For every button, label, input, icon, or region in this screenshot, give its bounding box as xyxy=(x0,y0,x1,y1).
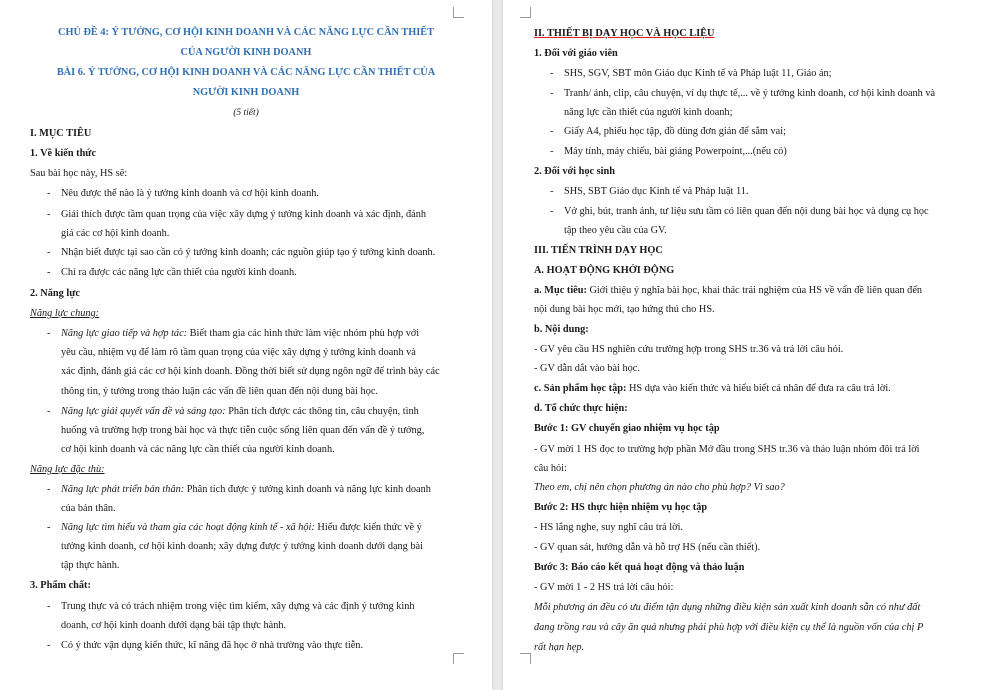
duration: (5 tiết) xyxy=(233,108,259,118)
list-item: Giấy A4, phiếu học tập, đồ dùng đơn giản để sắm vai; xyxy=(564,126,786,137)
competence-text: Hiểu được kiến thức về ý xyxy=(314,522,422,533)
chapter-title-line-1: CHỦ ĐỀ 4: Ý TƯỞNG, CƠ HỘI KINH DOANH VÀ CÁC NĂNG LỰC CẦN THIẾT xyxy=(58,27,434,38)
bullet-dash: - xyxy=(550,206,554,217)
step-heading: Bước 1: GV chuyển giao nhiệm vụ học tập xyxy=(534,423,720,434)
answer-text: Mỗi phương án đều có ưu điểm tận dụng những điều kiện sản xuất kinh doanh sẵn có như đất xyxy=(534,602,921,613)
competence-text: Biết tham gia các hình thức làm việc nhóm phù hợp với xyxy=(187,328,420,339)
crop-mark xyxy=(520,653,531,664)
list-item: Nhận biết được tại sao cần có ý tưởng kinh doanh; các nguồn giúp tạo ý tưởng kinh doanh. xyxy=(61,247,436,258)
list-item-continued: yêu cầu, nhiệm vụ để làm rõ tầm quan trọng của việc xây dựng ý tưởng kinh doanh và xyxy=(61,347,416,358)
list-item xyxy=(61,483,431,497)
list-item xyxy=(61,327,419,341)
bullet-dash: - xyxy=(550,126,554,137)
list-item-continued: năng lực cần thiết của người kinh doanh; xyxy=(564,107,733,118)
list-item: Có ý thức vận dụng kiến thức, kĩ năng đã học ở nhà trường vào thực tiễn. xyxy=(61,640,364,651)
subsection-heading: 2. Năng lực xyxy=(30,288,80,299)
paragraph-label: c. Sản phẩm học tập: xyxy=(534,383,627,394)
paragraph: - GV yêu cầu HS nghiên cứu trường hợp trong SHS tr.36 và trả lời câu hỏi. xyxy=(534,344,844,355)
paragraph-continued: câu hỏi: xyxy=(534,463,567,474)
answer-text: rất hạn hẹp. xyxy=(534,642,585,653)
list-item-continued: cơ hội kinh doanh và các năng lực cần thiết của người kinh doanh. xyxy=(61,444,335,455)
bullet-dash: - xyxy=(550,88,554,99)
section-heading: I. MỤC TIÊU xyxy=(30,128,92,139)
competence-label: Năng lực giải quyết vấn đề và sáng tạo: xyxy=(61,406,226,417)
crop-mark xyxy=(453,7,464,18)
bullet-dash: - xyxy=(47,188,51,199)
paragraph-label: a. Mục tiêu: xyxy=(534,285,587,296)
list-item: Chỉ ra được các năng lực cần thiết của người kinh doanh. xyxy=(61,267,297,278)
section-heading: III. TIẾN TRÌNH DẠY HỌC xyxy=(534,245,663,256)
list-item-continued: doanh, cơ hội kinh doanh dưới dạng bài tập thực hành. xyxy=(61,620,287,631)
lesson-title-line-1: BÀI 6. Ý TƯỞNG, CƠ HỘI KINH DOANH VÀ CÁC NĂNG LỰC CẦN THIẾT CỦA xyxy=(56,67,436,78)
paragraph-label: b. Nội dung: xyxy=(534,324,589,335)
bullet-dash: - xyxy=(550,146,554,157)
paragraph: Sau bài học này, HS sẽ: xyxy=(30,168,128,179)
step-heading: Bước 2: HS thực hiện nhiệm vụ học tập xyxy=(534,502,708,513)
paragraph: - GV mời 1 - 2 HS trả lời câu hỏi: xyxy=(534,582,674,593)
bullet-dash: - xyxy=(47,522,51,533)
list-item: SHS, SGV, SBT môn Giáo dục Kinh tế và Pháp luật 11, Giáo án; xyxy=(564,68,832,79)
paragraph xyxy=(534,382,891,396)
list-item xyxy=(61,521,422,535)
right-page xyxy=(503,0,995,690)
activity-heading: A. HOẠT ĐỘNG KHỞI ĐỘNG xyxy=(534,265,675,276)
list-item: Trung thực và có trách nhiệm trong việc tìm kiếm, xây dựng và các định ý tưởng kinh xyxy=(61,601,415,612)
competence-text: Phân tích được ý tưởng kinh doanh và năng lực kinh doanh xyxy=(184,484,431,495)
answer-text: đang trồng rau và cây ăn quả nhưng phải phù hợp với điều kiện cụ thể là nguồn vốn của chị P xyxy=(534,622,924,633)
bullet-dash: - xyxy=(47,406,51,417)
bullet-dash: - xyxy=(47,484,51,495)
list-item: Nêu được thế nào là ý tưởng kinh doanh và cơ hội kinh doanh. xyxy=(61,188,319,199)
list-item-continued: của bản thân. xyxy=(61,503,116,514)
list-item xyxy=(61,405,419,419)
list-item-continued: xác định, đánh giá các cơ hội kinh doanh. Đồng thời biết sử dụng ngôn ngữ để trình bày các xyxy=(61,366,440,377)
paragraph-continued: nội dung bài học mới, tạo hứng thú cho HS. xyxy=(534,304,715,315)
section-heading-text: II. THIẾT BỊ DẠY HỌC VÀ HỌC LIỆU xyxy=(534,28,715,39)
paragraph: - GV quan sát, hướng dẫn và hỗ trợ HS (nếu cần thiết). xyxy=(534,542,761,553)
list-item-continued: thông tin, ý tưởng trong thảo luận các vấn đề liên quan đến nội dung bài học. xyxy=(61,386,379,397)
crop-mark xyxy=(520,7,531,18)
paragraph: - GV dẫn dắt vào bài học. xyxy=(534,363,640,374)
list-item: Máy tính, máy chiếu, bài giảng Powerpoint,...(nếu có) xyxy=(564,146,787,157)
bullet-dash: - xyxy=(47,328,51,339)
subheading-general: Năng lực chung: xyxy=(30,308,100,319)
paragraph: - HS lắng nghe, suy nghĩ câu trả lời. xyxy=(534,522,684,533)
bullet-dash: - xyxy=(47,247,51,258)
list-item: Vở ghi, bút, tranh ảnh, tư liệu sưu tầm có liên quan đến nội dung bài học và dụng cụ học xyxy=(564,206,929,217)
bullet-dash: - xyxy=(550,68,554,79)
subsection-heading: 1. Đối với giáo viên xyxy=(534,48,618,59)
list-item-continued: huống và trường hợp trong bài học và thực tiễn cuộc sống liên quan đến vấn đề ý tưởng, xyxy=(61,425,425,436)
left-page xyxy=(0,0,492,690)
subsection-heading: 1. Về kiến thức xyxy=(30,148,97,159)
paragraph-label: d. Tổ chức thực hiện: xyxy=(534,403,628,414)
lesson-title-line-2: NGƯỜI KINH DOANH xyxy=(192,87,300,98)
list-item: SHS, SBT Giáo dục Kinh tế và Pháp luật 11. xyxy=(564,186,749,197)
paragraph-text: Giới thiệu ý nghĩa bài học, khai thác trải nghiệm của HS về vấn đề liên quan đến xyxy=(586,285,923,296)
paragraph xyxy=(534,284,922,298)
list-item: Giải thích được tầm quan trọng của việc xây dựng ý tưởng kinh doanh và xác định, đánh xyxy=(61,209,427,220)
bullet-dash: - xyxy=(47,209,51,220)
bullet-dash: - xyxy=(47,267,51,278)
subsection-heading: 2. Đối với học sinh xyxy=(534,166,615,177)
question: Theo em, chị nên chọn phương án nào cho phù hợp? Vì sao? xyxy=(534,482,785,493)
list-item: Tranh/ ảnh, clip, câu chuyện, ví dụ thực tế,... về ý tưởng kinh doanh, cơ hội kinh doanh và xyxy=(564,88,936,99)
competence-label: Năng lực phát triển bản thân: xyxy=(61,484,185,495)
bullet-dash: - xyxy=(47,640,51,651)
competence-label: Năng lực giao tiếp và hợp tác: xyxy=(61,328,188,339)
crop-mark xyxy=(453,653,464,664)
subheading-specific: Năng lực đặc thù: xyxy=(30,464,105,475)
paragraph-text: HS dựa vào kiến thức và hiểu biết cá nhân để đưa ra câu trả lời. xyxy=(626,383,891,394)
list-item-continued: tập thực hành. xyxy=(61,560,120,571)
paragraph: - GV mời 1 HS đọc to trường hợp phần Mở đầu trong SHS tr.36 và thảo luận nhóm đôi trả lời xyxy=(534,444,920,455)
list-item-continued: giá các cơ hội kinh doanh. xyxy=(61,228,170,239)
bullet-dash: - xyxy=(550,186,554,197)
list-item-continued: tập theo yêu cầu của GV. xyxy=(564,225,667,236)
competence-label: Năng lực tìm hiểu và tham gia các hoạt động kinh tế - xã hội: xyxy=(61,522,315,533)
list-item-continued: tưởng kinh doanh, cơ hội kinh doanh; xây dựng được ý tưởng kinh doanh dưới dạng bài xyxy=(61,541,423,552)
chapter-title-line-2: CỦA NGƯỜI KINH DOANH xyxy=(180,47,312,58)
bullet-dash: - xyxy=(47,601,51,612)
section-heading xyxy=(534,27,714,41)
subsection-heading: 3. Phẩm chất: xyxy=(30,580,91,591)
step-heading: Bước 3: Báo cáo kết quả hoạt động và thảo luận xyxy=(534,562,745,573)
competence-text: Phân tích được các thông tin, câu chuyện, tình xyxy=(225,406,419,417)
